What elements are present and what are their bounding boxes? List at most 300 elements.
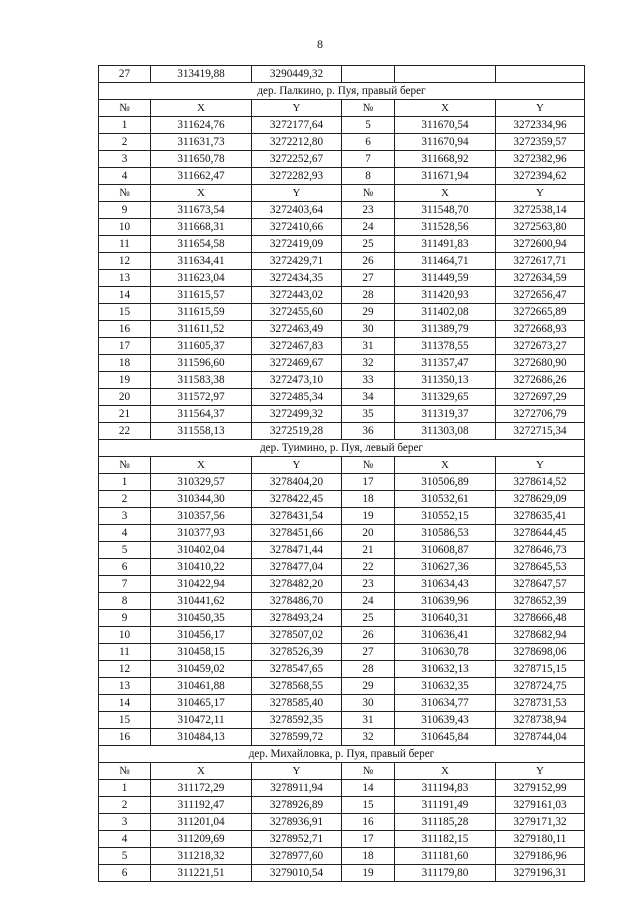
- y-coordinate: 3278431,54: [252, 508, 342, 525]
- point-number: 25: [342, 610, 395, 627]
- y-coordinate: 3272334,96: [496, 117, 585, 134]
- x-coordinate: 311329,65: [395, 389, 496, 406]
- x-coordinate: 310632,13: [395, 661, 496, 678]
- y-coordinate: 3278404,20: [252, 474, 342, 491]
- y-coordinate: 3272282,93: [252, 168, 342, 185]
- point-number: 31: [342, 338, 395, 355]
- y-coordinate: 3272252,67: [252, 151, 342, 168]
- point-number: 14: [99, 695, 151, 712]
- x-coordinate: 311548,70: [395, 202, 496, 219]
- x-coordinate: 310456,17: [151, 627, 252, 644]
- table-row: [99, 134, 585, 151]
- point-number: 14: [342, 780, 395, 797]
- point-number: 26: [342, 253, 395, 270]
- x-coordinate: 311192,47: [151, 797, 252, 814]
- point-number: 34: [342, 389, 395, 406]
- y-coordinate: 3272455,60: [252, 304, 342, 321]
- point-number: 21: [99, 406, 151, 423]
- point-number: 36: [342, 423, 395, 440]
- table-row: [99, 304, 585, 321]
- point-number: 16: [99, 321, 151, 338]
- y-coordinate: 3272519,28: [252, 423, 342, 440]
- y-coordinate: 3278738,94: [496, 712, 585, 729]
- y-coordinate: 3278629,09: [496, 491, 585, 508]
- x-coordinate: 310608,87: [395, 542, 496, 559]
- table-row: [99, 423, 585, 440]
- point-number: 6: [99, 559, 151, 576]
- table-row: [99, 729, 585, 746]
- x-column-header: X: [395, 185, 496, 202]
- point-number: 23: [342, 576, 395, 593]
- y-coordinate: 3278911,94: [252, 780, 342, 797]
- point-number: 23: [342, 202, 395, 219]
- table-row: [99, 797, 585, 814]
- x-coordinate: 311631,73: [151, 134, 252, 151]
- x-coordinate: 311564,37: [151, 406, 252, 423]
- table-row: [99, 831, 585, 848]
- point-number: 4: [99, 168, 151, 185]
- point-number: 29: [342, 678, 395, 695]
- y-coordinate: 3272469,67: [252, 355, 342, 372]
- x-coordinate: 311185,28: [395, 814, 496, 831]
- y-coordinate: 3272499,32: [252, 406, 342, 423]
- x-column-header: X: [395, 457, 496, 474]
- y-coordinate: 3272394,62: [496, 168, 585, 185]
- y-coordinate: 3278952,71: [252, 831, 342, 848]
- point-number: 17: [342, 831, 395, 848]
- point-number: 16: [342, 814, 395, 831]
- table-row: [99, 389, 585, 406]
- y-coordinate: 3272463,49: [252, 321, 342, 338]
- table-row: [99, 848, 585, 865]
- x-coordinate: 310552,15: [395, 508, 496, 525]
- x-coordinate: 310450,35: [151, 610, 252, 627]
- point-number: 7: [99, 576, 151, 593]
- table-row: [99, 593, 585, 610]
- table-row: [99, 542, 585, 559]
- y-coordinate: 3272403,64: [252, 202, 342, 219]
- number-column-header: №: [342, 457, 395, 474]
- header-row: [99, 763, 585, 780]
- point-number: 19: [342, 865, 395, 882]
- x-coordinate: 310344,30: [151, 491, 252, 508]
- table-row: [99, 151, 585, 168]
- empty-cell: [395, 66, 496, 83]
- table-row: [99, 236, 585, 253]
- point-number: 22: [342, 559, 395, 576]
- point-number: 19: [342, 508, 395, 525]
- y-coordinate: 3278644,45: [496, 525, 585, 542]
- y-coordinate: 3272467,83: [252, 338, 342, 355]
- x-coordinate: 310357,56: [151, 508, 252, 525]
- x-coordinate: 311528,56: [395, 219, 496, 236]
- x-coordinate: 311670,54: [395, 117, 496, 134]
- point-number: 9: [99, 202, 151, 219]
- point-number: 10: [99, 219, 151, 236]
- x-coordinate: 310472,11: [151, 712, 252, 729]
- point-number: 5: [342, 117, 395, 134]
- point-number: 6: [99, 865, 151, 882]
- x-column-header: X: [151, 457, 252, 474]
- x-coordinate: 310634,43: [395, 576, 496, 593]
- x-coordinate: 310422,94: [151, 576, 252, 593]
- point-number: 18: [342, 848, 395, 865]
- section-title-row: [99, 746, 585, 763]
- y-coordinate: 3278744,04: [496, 729, 585, 746]
- y-coordinate: 3278507,02: [252, 627, 342, 644]
- header-row: [99, 185, 585, 202]
- x-coordinate: 311623,04: [151, 270, 252, 287]
- y-coordinate: 3272634,59: [496, 270, 585, 287]
- x-coordinate: 310640,31: [395, 610, 496, 627]
- table-row: [99, 406, 585, 423]
- y-coordinate: 3272617,71: [496, 253, 585, 270]
- x-coordinate: 311605,37: [151, 338, 252, 355]
- y-coordinate: 3272212,80: [252, 134, 342, 151]
- point-number: 20: [342, 525, 395, 542]
- x-coordinate: 311182,15: [395, 831, 496, 848]
- y-coordinate: 3272429,71: [252, 253, 342, 270]
- x-coordinate: 311654,58: [151, 236, 252, 253]
- x-coordinate: 311191,49: [395, 797, 496, 814]
- y-coordinate: 3272177,64: [252, 117, 342, 134]
- y-coordinate: 3272680,90: [496, 355, 585, 372]
- x-coordinate: 311420,93: [395, 287, 496, 304]
- table-row: [99, 219, 585, 236]
- table-row: [99, 865, 585, 882]
- number-column-header: №: [99, 457, 151, 474]
- x-coordinate: 311558,13: [151, 423, 252, 440]
- y-coordinate: 3278977,60: [252, 848, 342, 865]
- table-row: [99, 525, 585, 542]
- table-row: [99, 814, 585, 831]
- y-coordinate: 3272715,34: [496, 423, 585, 440]
- y-column-header: Y: [496, 185, 585, 202]
- x-coordinate: 311491,83: [395, 236, 496, 253]
- point-number: 30: [342, 321, 395, 338]
- empty-cell: [342, 66, 395, 83]
- x-coordinate: 311201,04: [151, 814, 252, 831]
- y-coordinate: 3272359,57: [496, 134, 585, 151]
- point-number: 3: [99, 814, 151, 831]
- x-coordinate: 311181,60: [395, 848, 496, 865]
- y-coordinate: 3272656,47: [496, 287, 585, 304]
- x-coordinate: 310639,96: [395, 593, 496, 610]
- section-title: дер. Туимино, р. Пуя, левый берег: [99, 440, 585, 457]
- y-coordinate: 3278592,35: [252, 712, 342, 729]
- x-coordinate: 310410,22: [151, 559, 252, 576]
- number-column-header: №: [342, 100, 395, 117]
- point-number: 24: [342, 593, 395, 610]
- x-coordinate: 311303,08: [395, 423, 496, 440]
- point-number: 18: [342, 491, 395, 508]
- point-number: 2: [99, 797, 151, 814]
- y-coordinate: 3272485,34: [252, 389, 342, 406]
- table-row: [99, 168, 585, 185]
- point-number: 13: [99, 678, 151, 695]
- table-row: [99, 474, 585, 491]
- table-row: [99, 270, 585, 287]
- y-coordinate: 3278526,39: [252, 644, 342, 661]
- table-row: [99, 559, 585, 576]
- x-column-header: X: [395, 763, 496, 780]
- y-column-header: Y: [252, 185, 342, 202]
- point-number: 10: [99, 627, 151, 644]
- point-number: 28: [342, 661, 395, 678]
- table-row: [99, 678, 585, 695]
- y-coordinate: 3278645,53: [496, 559, 585, 576]
- table-row: [99, 66, 585, 83]
- point-number: 4: [99, 831, 151, 848]
- table-row: [99, 780, 585, 797]
- x-coordinate: 311615,57: [151, 287, 252, 304]
- x-coordinate: 311218,32: [151, 848, 252, 865]
- x-coordinate: 311634,41: [151, 253, 252, 270]
- header-row: [99, 100, 585, 117]
- point-number: 24: [342, 219, 395, 236]
- point-number: 14: [99, 287, 151, 304]
- x-coordinate: 310329,57: [151, 474, 252, 491]
- table-row: [99, 627, 585, 644]
- x-coordinate: 310484,13: [151, 729, 252, 746]
- y-coordinate: 3290449,32: [252, 66, 342, 83]
- point-number: 19: [99, 372, 151, 389]
- x-coordinate: 310402,04: [151, 542, 252, 559]
- point-number: 7: [342, 151, 395, 168]
- point-number: 29: [342, 304, 395, 321]
- x-coordinate: 311357,47: [395, 355, 496, 372]
- x-coordinate: 311172,29: [151, 780, 252, 797]
- point-number: 8: [99, 593, 151, 610]
- table-row: [99, 712, 585, 729]
- point-number: 32: [342, 355, 395, 372]
- x-coordinate: 311378,55: [395, 338, 496, 355]
- table-row: [99, 338, 585, 355]
- point-number: 13: [99, 270, 151, 287]
- point-number: 32: [342, 729, 395, 746]
- table-row: [99, 610, 585, 627]
- y-coordinate: 3278493,24: [252, 610, 342, 627]
- x-coordinate: 311572,97: [151, 389, 252, 406]
- empty-cell: [496, 66, 585, 83]
- point-number: 12: [99, 253, 151, 270]
- x-coordinate: 310634,77: [395, 695, 496, 712]
- number-column-header: №: [342, 185, 395, 202]
- x-coordinate: 313419,88: [151, 66, 252, 83]
- point-number: 17: [99, 338, 151, 355]
- y-coordinate: 3278647,57: [496, 576, 585, 593]
- y-coordinate: 3272668,93: [496, 321, 585, 338]
- x-column-header: X: [395, 100, 496, 117]
- y-coordinate: 3272410,66: [252, 219, 342, 236]
- x-coordinate: 311650,78: [151, 151, 252, 168]
- point-number: 28: [342, 287, 395, 304]
- x-coordinate: 311673,54: [151, 202, 252, 219]
- y-coordinate: 3279171,32: [496, 814, 585, 831]
- y-column-header: Y: [496, 457, 585, 474]
- point-number: 11: [99, 236, 151, 253]
- y-coordinate: 3278477,04: [252, 559, 342, 576]
- section-title: дер. Михайловка, р. Пуя, правый берег: [99, 746, 585, 763]
- point-number: 22: [99, 423, 151, 440]
- table-row: [99, 253, 585, 270]
- y-coordinate: 3278471,44: [252, 542, 342, 559]
- table-row: [99, 287, 585, 304]
- y-coordinate: 3278599,72: [252, 729, 342, 746]
- table-row: [99, 355, 585, 372]
- table-row: [99, 117, 585, 134]
- header-row: [99, 457, 585, 474]
- y-coordinate: 3278666,48: [496, 610, 585, 627]
- point-number: 26: [342, 627, 395, 644]
- y-coordinate: 3278614,52: [496, 474, 585, 491]
- point-number: 5: [99, 542, 151, 559]
- point-number: 20: [99, 389, 151, 406]
- point-number: 4: [99, 525, 151, 542]
- x-coordinate: 311668,31: [151, 219, 252, 236]
- y-coordinate: 3279196,31: [496, 865, 585, 882]
- y-column-header: Y: [496, 100, 585, 117]
- point-number: 9: [99, 610, 151, 627]
- point-number: 3: [99, 508, 151, 525]
- page-number: 8: [317, 37, 323, 51]
- table-row: [99, 576, 585, 593]
- x-coordinate: 310377,93: [151, 525, 252, 542]
- y-column-header: Y: [252, 100, 342, 117]
- y-coordinate: 3272673,27: [496, 338, 585, 355]
- point-number: 31: [342, 712, 395, 729]
- x-coordinate: 311464,71: [395, 253, 496, 270]
- x-coordinate: 311179,80: [395, 865, 496, 882]
- x-coordinate: 310632,35: [395, 678, 496, 695]
- point-number: 17: [342, 474, 395, 491]
- y-column-header: Y: [496, 763, 585, 780]
- x-coordinate: 310506,89: [395, 474, 496, 491]
- y-coordinate: 3272443,02: [252, 287, 342, 304]
- x-coordinate: 311319,37: [395, 406, 496, 423]
- point-number: 35: [342, 406, 395, 423]
- x-coordinate: 310586,53: [395, 525, 496, 542]
- y-coordinate: 3279010,54: [252, 865, 342, 882]
- table-row: [99, 695, 585, 712]
- number-column-header: №: [99, 100, 151, 117]
- y-coordinate: 3279152,99: [496, 780, 585, 797]
- y-coordinate: 3278698,06: [496, 644, 585, 661]
- x-coordinate: 311350,13: [395, 372, 496, 389]
- y-coordinate: 3272706,79: [496, 406, 585, 423]
- x-coordinate: 310441,62: [151, 593, 252, 610]
- x-coordinate: 310532,61: [395, 491, 496, 508]
- x-coordinate: 311389,79: [395, 321, 496, 338]
- table-row: [99, 372, 585, 389]
- x-coordinate: 310627,36: [395, 559, 496, 576]
- point-number: 5: [99, 848, 151, 865]
- y-column-header: Y: [252, 457, 342, 474]
- x-coordinate: 311209,69: [151, 831, 252, 848]
- section-title-row: [99, 440, 585, 457]
- point-number: 15: [99, 712, 151, 729]
- point-number: 16: [99, 729, 151, 746]
- x-coordinate: 311662,47: [151, 168, 252, 185]
- point-number: 18: [99, 355, 151, 372]
- x-coordinate: 311671,94: [395, 168, 496, 185]
- y-coordinate: 3278482,20: [252, 576, 342, 593]
- y-coordinate: 3279161,03: [496, 797, 585, 814]
- y-coordinate: 3279186,96: [496, 848, 585, 865]
- point-number: 27: [99, 66, 151, 83]
- x-column-header: X: [151, 185, 252, 202]
- point-number: 3: [99, 151, 151, 168]
- coordinates-table: [98, 65, 585, 882]
- table-row: [99, 491, 585, 508]
- y-coordinate: 3272419,09: [252, 236, 342, 253]
- y-coordinate: 3278682,94: [496, 627, 585, 644]
- x-coordinate: 311611,52: [151, 321, 252, 338]
- point-number: 21: [342, 542, 395, 559]
- y-coordinate: 3278646,73: [496, 542, 585, 559]
- x-coordinate: 311402,08: [395, 304, 496, 321]
- x-coordinate: 311221,51: [151, 865, 252, 882]
- y-coordinate: 3279180,11: [496, 831, 585, 848]
- point-number: 1: [99, 117, 151, 134]
- x-coordinate: 311449,59: [395, 270, 496, 287]
- x-column-header: X: [151, 763, 252, 780]
- x-coordinate: 310639,43: [395, 712, 496, 729]
- y-coordinate: 3278635,41: [496, 508, 585, 525]
- x-coordinate: 311624,76: [151, 117, 252, 134]
- number-column-header: №: [342, 763, 395, 780]
- x-coordinate: 311596,60: [151, 355, 252, 372]
- y-coordinate: 3278486,70: [252, 593, 342, 610]
- x-coordinate: 311194,83: [395, 780, 496, 797]
- y-coordinate: 3272600,94: [496, 236, 585, 253]
- point-number: 25: [342, 236, 395, 253]
- number-column-header: №: [99, 185, 151, 202]
- point-number: 30: [342, 695, 395, 712]
- y-column-header: Y: [252, 763, 342, 780]
- point-number: 2: [99, 134, 151, 151]
- x-coordinate: 311670,94: [395, 134, 496, 151]
- x-coordinate: 310459,02: [151, 661, 252, 678]
- y-coordinate: 3272563,80: [496, 219, 585, 236]
- section-title-row: [99, 83, 585, 100]
- table-row: [99, 321, 585, 338]
- y-coordinate: 3272434,35: [252, 270, 342, 287]
- point-number: 2: [99, 491, 151, 508]
- y-coordinate: 3278547,65: [252, 661, 342, 678]
- number-column-header: №: [99, 763, 151, 780]
- y-coordinate: 3272697,29: [496, 389, 585, 406]
- point-number: 12: [99, 661, 151, 678]
- point-number: 15: [342, 797, 395, 814]
- y-coordinate: 3272473,10: [252, 372, 342, 389]
- x-column-header: X: [151, 100, 252, 117]
- point-number: 6: [342, 134, 395, 151]
- x-coordinate: 310630,78: [395, 644, 496, 661]
- x-coordinate: 311668,92: [395, 151, 496, 168]
- y-coordinate: 3278715,15: [496, 661, 585, 678]
- x-coordinate: 311615,59: [151, 304, 252, 321]
- x-coordinate: 310465,17: [151, 695, 252, 712]
- point-number: 33: [342, 372, 395, 389]
- table-row: [99, 661, 585, 678]
- y-coordinate: 3278585,40: [252, 695, 342, 712]
- y-coordinate: 3272538,14: [496, 202, 585, 219]
- y-coordinate: 3278652,39: [496, 593, 585, 610]
- point-number: 1: [99, 780, 151, 797]
- x-coordinate: 310458,15: [151, 644, 252, 661]
- y-coordinate: 3272686,26: [496, 372, 585, 389]
